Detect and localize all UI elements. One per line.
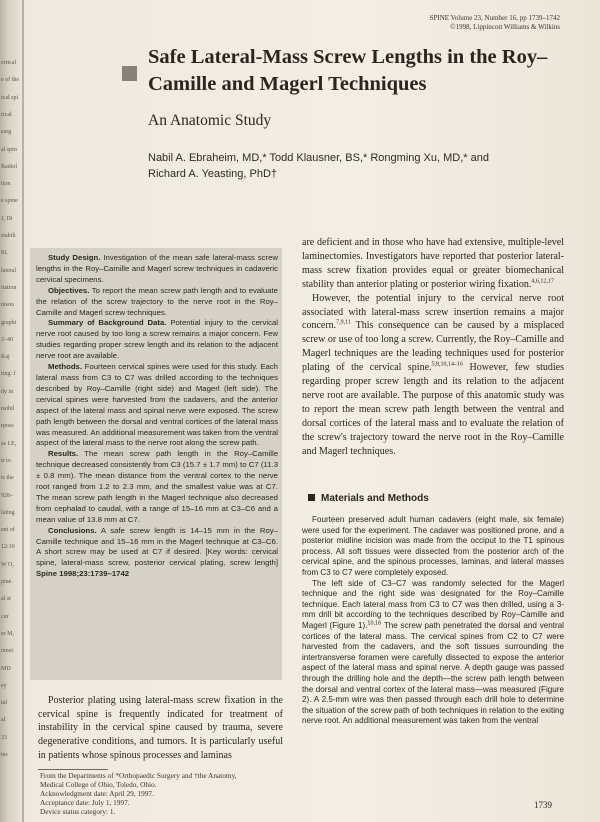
gutter-text-fragment: al st xyxy=(1,596,11,603)
gutter-text-fragment: ir to xyxy=(1,457,11,464)
gutter-text-fragment: tes xyxy=(1,752,8,758)
abstract-citation: Spine 1998;23:1739–1742 xyxy=(36,569,130,579)
methods-paragraph-2: The left side of C3–C7 was randomly selected for the Magerl technique and the right side was designated for the Roy–Camille technique. Each lateral mass from C3 to C7 was then drilled, using a 3-mm drill bit according to the techniques described by Roy–Camille and Magerl (Figure 1).$^{10,16}$ The screw path penetrated the dorsal and ventral cortices of the lateral mass. The cervical spines from C2 to C7 were harvested from the cadavers, and the soft tissues surrounding the intertransverse foramen were carefully dissected to expose the anterior aspect of the lateral mass and spinal nerve. A depth gauge was passed through the drilling hole and the depth—the screw path length between the dorsal and ventral cortex of the lateral mass—was measured (Figure 2). A 2.5-mm wire was then passed through each drill hole to determine the situation of the screw path of both techniques in relation to the exiting nerve root. An additional measurement was taken from the ventral xyxy=(302,578,564,726)
abstract-study-design: Study Design. Investigation of the mean safe lateral-mass screw lengths in the Roy–Camille and Magerl screw techniques in cadaveric cervical specimens. xyxy=(36,253,278,284)
footnote-divider xyxy=(38,769,108,770)
methods-paragraph-1: Fourteen preserved adult human cadavers (eight male, six female) were used for the experiment. The cadaver was positioned prone, and a posterior midline incision was made from the occiput to the T1 spinous process. All soft tissues were dissected from the posterior arch of the cervical spine, and the spinous processes, laminas, and lateral masses from C3 to C7 were completely exposed. xyxy=(302,515,564,577)
intro-paragraph-1: are deficient and in those who have had extensive, multiple-level laminectomies. Investigators have reported that posterior lateral-mass screw fixation provides equal or greater biomechanical stability than anterior plating or posterior wiring fixation.$^{4,6,12,17}$ xyxy=(302,237,564,290)
gutter-text-fragment: ent of xyxy=(1,527,15,534)
journal-volume-line: SPINE Volume 23, Number 16, pp 1739–1742 xyxy=(429,14,560,22)
methods-body xyxy=(302,515,564,727)
gutter-text-fragment: 928– xyxy=(1,492,13,499)
gutter-text-fragment: tion xyxy=(1,181,11,188)
introduction-right-column xyxy=(302,236,564,459)
gutter-text-fragment: omet xyxy=(1,648,13,655)
running-head xyxy=(430,14,560,32)
copyright-line: ©1998, Lippincott Williams & Wilkins xyxy=(450,23,560,31)
adjacent-page-gutter xyxy=(0,0,20,822)
gutter-text-fragment: graphi xyxy=(1,319,17,326)
gutter-text-fragment: tal xyxy=(1,700,7,707)
gutter-text-fragment: e of the xyxy=(1,77,19,84)
gutter-text-fragment: al xyxy=(1,717,6,724)
gutter-text-fragment: ertical xyxy=(1,60,16,66)
intro-paragraph-left: Posterior plating using lateral-mass screw fixation in the cervical spine is frequently indicated for treatment of instability in the cervical spine caused by trauma, severe degenerative conditions, and tumors. It is particularly useful in patients whose spinous processes and laminas xyxy=(38,695,283,761)
gutter-text-fragment: ts the xyxy=(1,475,14,482)
gutter-text-fragment: J, Di xyxy=(1,215,13,222)
structured-abstract xyxy=(36,253,278,580)
gutter-text-fragment: nisou xyxy=(1,302,15,309)
gutter-text-fragment: er M, xyxy=(1,630,14,637)
gutter-text-fragment: pine. xyxy=(1,579,13,585)
gutter-text-fragment: cur xyxy=(1,613,9,620)
abstract-conclusions: Conclusions. A safe screw length is 14–15 mm in the Roy–Camille technique and 15–16 mm in the Magerl technique at C3–C6. A short screw may be used at C7 if desired. [Key words: cervical spine, lateral-mass screw, posterior cervical plating, screw length] Spine 1998;23:1739–1742 xyxy=(36,525,278,579)
gutter-text-fragment: itation xyxy=(1,284,17,291)
reference-superscript: 7,9,11 xyxy=(336,320,351,327)
abstract-background-data: Summary of Background Data. Potential injury to the cervical nerve root caused by too long a screw remains a major concern. Few studies regarding proper screw length and its relation to the adjacent nerve root are available. xyxy=(36,318,279,361)
gutter-text-fragment: 33 xyxy=(1,734,7,741)
abstract-methods: Methods. Fourteen cervical spines were used for this study. Each lateral mass from C3 to C7 was drilled according to the techniques described by Roy–Camille (right side) and Magerl (left side). The cervical spines were harvested from the cadavers, and the anterior aspect of the lateral mass and spinal nerve were exposed. The screw path length between the dorsal and ventral cortices of the lateral mass was measured. An additional measurement was taken from the ventral aspect of the lateral mass to the nerve root along the screw path. xyxy=(36,362,278,448)
gutter-text-fragment: dy in xyxy=(1,388,14,395)
gutter-text-fragment: stabili xyxy=(1,233,16,239)
gutter-text-fragment: lating xyxy=(1,509,15,516)
gutter-text-fragment: e spine xyxy=(1,198,18,205)
article-subtitle: An Anatomic Study xyxy=(148,112,272,129)
gutter-text-fragment: al spin xyxy=(1,146,17,153)
abstract-results: Results. The mean screw path length in the Roy–Camille technique decreased consistently from C3 (15.7 ± 1.7 mm) to C7 (11.3 ± 0.8 mm). The mean distance from the ventral cortex to the nerve root ranged from 1.2 to 2.3 mm, and the smallest value was at C7. The mean screw path length in the Magerl technique also decreased from cephalad to caudal, with a range of 15–16 mm at C3–C6 and a mean value of 13.8 mm at C7. xyxy=(36,449,278,524)
reference-superscript: 5,8,10,14–16 xyxy=(431,361,464,368)
gutter-text-fragment: ting: f xyxy=(1,371,16,378)
abstract-objectives: Objectives. To report the mean screw path length and to evaluate the relation of the screw trajectory to the nerve root in the Roy–Camille and Magerl screw techniques. xyxy=(36,285,278,317)
gutter-text-fragment: 2–40 xyxy=(1,336,13,343)
author-line-1: Nabil A. Ebraheim, MD,* Todd Klausner, BS,* Rongming Xu, MD,* and xyxy=(148,152,489,164)
gutter-text-fragment: Radiol xyxy=(1,163,17,170)
methods-section-heading: Materials and Methods xyxy=(308,493,429,504)
gutter-text-fragment: MD xyxy=(1,665,11,672)
intro-paragraph-2: However, the potential injury to the cervical nerve root associated with lateral-mass screw insertion remains a major concern.$^{7,9,11}$ This consequence can be caused by a misplaced screw or use of too long a screw. Currently, the Roy–Camille and Magerl techniques are the leading techniques used for posterior plating of the cervical spine.$^{5,8,10,14-16}$ However, few studies regarding proper screw length and its relation to the adjacent nerve root are available. The purpose of this anatomic study was to report the mean screw path length between the ventral and dorsal cortices of the lateral mass and to evaluate the relation of the screw's trajectory toward the nerve root in the Roy–Camille and Magerl techniques. xyxy=(302,292,564,457)
gutter-text-fragment: ey xyxy=(1,682,7,689)
gutter-text-fragment: ical spi xyxy=(1,94,19,101)
gutter-text-fragment: Kaj xyxy=(1,354,10,361)
author-list xyxy=(148,150,568,182)
reference-superscript: 4,6,12,17 xyxy=(531,278,554,285)
binding-shadow xyxy=(22,0,24,822)
page-number: 1739 xyxy=(534,800,552,810)
title-marker-square xyxy=(122,66,137,81)
gutter-text-fragment: lateral xyxy=(1,267,16,274)
gutter-text-fragment: rposs xyxy=(1,423,14,430)
gutter-text-fragment: W O, xyxy=(1,561,14,568)
article-title: Safe Lateral-Mass Screw Lengths in the Roy–Camille and Magerl Techniques xyxy=(148,46,548,95)
gutter-text-fragment: 81. xyxy=(1,250,9,257)
gutter-text-fragment: nsibil xyxy=(1,406,15,412)
affiliation-footnote: From the Departments of *Orthopaedic Surgery and †the Anatomy, Medical College of Ohio, Toledo, Ohio. Acknowledgment date: April 29, 1997. Acceptance date: July 1, 1997. Device status category: 1. xyxy=(40,771,237,817)
introduction-left-column xyxy=(38,694,283,763)
gutter-text-fragment: rical xyxy=(1,111,12,118)
author-line-2: Richard A. Yeasting, PhD† xyxy=(148,168,278,180)
gutter-text-fragment: as LE, xyxy=(1,440,17,447)
gutter-text-fragment: 12:10 xyxy=(1,544,15,551)
reference-superscript: 10,16 xyxy=(367,620,382,627)
section-bullet-square xyxy=(308,494,315,501)
gutter-text-fragment: surg xyxy=(1,129,12,136)
